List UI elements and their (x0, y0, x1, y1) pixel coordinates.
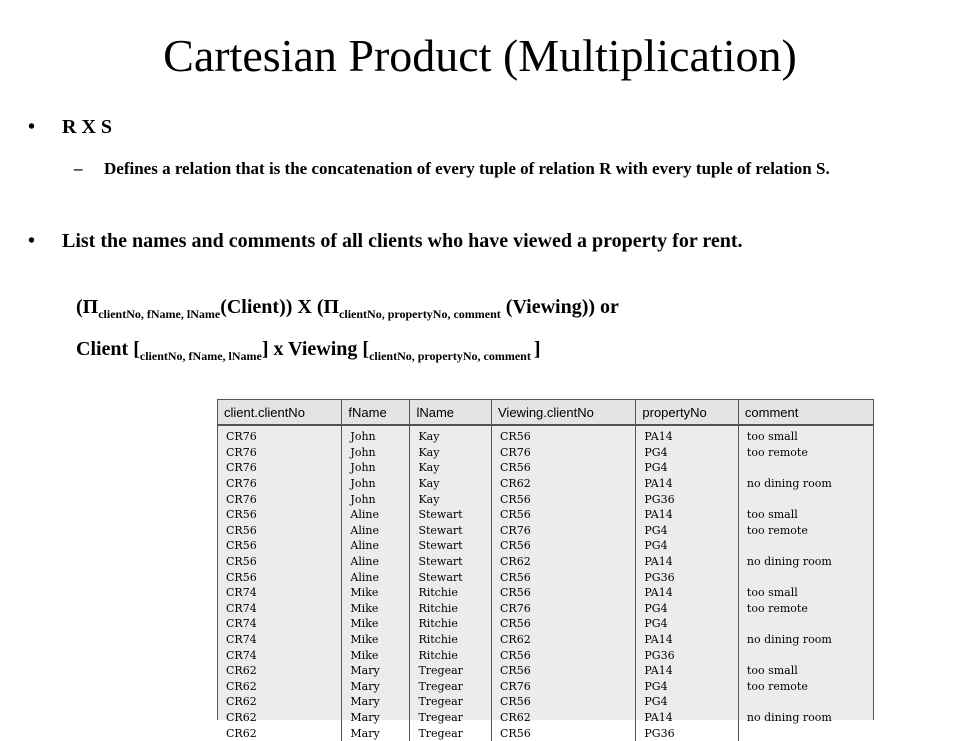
table-cell: PG4 (636, 616, 739, 632)
alternative-expression (76, 338, 541, 364)
table-cell: Kay (410, 491, 492, 507)
table-cell: CR56 (492, 694, 636, 710)
table-cell: CR76 (218, 445, 342, 461)
table-cell: Aline (342, 507, 410, 523)
table-cell: CR56 (218, 554, 342, 570)
table-row (218, 507, 873, 523)
table-cell: CR62 (218, 710, 342, 726)
table-cell (738, 647, 873, 663)
expr-subscript: clientNo, propertyNo, comment (339, 307, 501, 321)
table-cell: CR76 (492, 445, 636, 461)
table-cell: John (342, 445, 410, 461)
table-cell: Mike (342, 632, 410, 648)
table-cell: CR56 (492, 725, 636, 741)
table-cell: PA14 (636, 476, 739, 492)
table-cell: CR56 (218, 538, 342, 554)
table-cell: no dining room (746, 477, 832, 491)
table-cell: PG4 (636, 694, 739, 710)
expr-part: (Client)) X (Π (220, 296, 340, 318)
table-cell: Stewart (410, 538, 492, 554)
table-cell: CR76 (218, 460, 342, 476)
table-cell: Kay (410, 445, 492, 461)
bullet-example-query (28, 227, 928, 255)
table-cell: too small (746, 664, 798, 678)
table-header-row (218, 400, 873, 426)
table-cell: too remote (746, 445, 808, 459)
table-cell: Kay (410, 476, 492, 492)
table-cell: Kay (410, 425, 492, 445)
table-cell: CR76 (218, 476, 342, 492)
table-cell: CR76 (218, 425, 342, 445)
table-cell: PG4 (636, 445, 739, 461)
table-cell: Ritchie (410, 632, 492, 648)
table-cell (738, 491, 873, 507)
table-cell: Mike (342, 616, 410, 632)
expr-part: ] (533, 338, 541, 360)
expr-part: (Π (76, 296, 99, 318)
table-cell: PA14 (636, 425, 739, 445)
table-cell: CR74 (218, 632, 342, 648)
table-cell: too small (746, 430, 798, 444)
table-cell (738, 538, 873, 554)
table-cell: PG4 (636, 679, 739, 695)
table-cell: Tregear (410, 679, 492, 695)
table-cell: Stewart (410, 554, 492, 570)
table-cell: PA14 (636, 663, 739, 679)
sub-bullet-marker: – (74, 159, 83, 178)
table-cell: Mary (342, 710, 410, 726)
table-cell: PA14 (636, 507, 739, 523)
table-cell: CR62 (492, 554, 636, 570)
table-cell: CR62 (218, 725, 342, 741)
table-row (218, 725, 873, 741)
table-cell: Mike (342, 647, 410, 663)
table-cell: Ritchie (410, 601, 492, 617)
table-cell (738, 694, 873, 710)
table-row (218, 710, 873, 726)
table-cell: CR62 (492, 710, 636, 726)
bullet-marker: • (28, 116, 36, 138)
table-cell: CR76 (218, 491, 342, 507)
table-cell: CR56 (492, 647, 636, 663)
table-cell: PA14 (636, 585, 739, 601)
table-cell: CR56 (492, 663, 636, 679)
table-cell: Tregear (410, 694, 492, 710)
relational-algebra-expression (76, 296, 619, 322)
table-cell (738, 460, 873, 476)
table-row (218, 569, 873, 585)
table-cell: Tregear (410, 725, 492, 741)
expr-subscript: clientNo, fName, lName (139, 349, 262, 363)
table-row (218, 554, 873, 570)
table-cell: CR62 (218, 663, 342, 679)
table-cell: Stewart (410, 523, 492, 539)
table-cell: Mary (342, 679, 410, 695)
table-cell: PG4 (636, 538, 739, 554)
table-cell: PG36 (636, 569, 739, 585)
table-cell: too small (746, 508, 798, 522)
table-cell: Mary (342, 725, 410, 741)
column-header: propertyNo (636, 400, 739, 426)
table-cell: Kay (410, 460, 492, 476)
table-row (218, 445, 873, 461)
table-cell: Aline (342, 538, 410, 554)
table-cell: Tregear (410, 663, 492, 679)
table-cell: Stewart (410, 569, 492, 585)
table-cell: Aline (342, 554, 410, 570)
table-cell: CR62 (218, 694, 342, 710)
table-cell: CR62 (492, 476, 636, 492)
table-cell: CR62 (218, 679, 342, 695)
table-cell: CR56 (492, 460, 636, 476)
table-cell: Ritchie (410, 585, 492, 601)
table-row (218, 491, 873, 507)
table-row (218, 460, 873, 476)
column-header: client.clientNo (218, 400, 342, 426)
table-row (218, 647, 873, 663)
table-cell: Mary (342, 663, 410, 679)
table-cell: CR56 (218, 569, 342, 585)
table-cell (738, 616, 873, 632)
sub-bullet-definition (74, 152, 894, 185)
table-cell: no dining room (746, 633, 832, 647)
table-cell: CR76 (492, 679, 636, 695)
table-cell: too small (746, 586, 798, 600)
table-cell: too remote (746, 601, 808, 615)
expr-subscript: clientNo, fName, lName (98, 307, 221, 321)
slide-title: Cartesian Product (Multiplication) (163, 30, 797, 81)
table-cell: John (342, 476, 410, 492)
table-cell: John (342, 460, 410, 476)
table-cell: Mike (342, 585, 410, 601)
table-cell: PA14 (636, 554, 739, 570)
table-cell: Aline (342, 523, 410, 539)
expr-part: Client [ (76, 338, 140, 360)
table-cell: PA14 (636, 710, 739, 726)
table-cell: CR56 (492, 585, 636, 601)
column-header: Viewing.clientNo (492, 400, 636, 426)
table-row (218, 694, 873, 710)
table-cell: Ritchie (410, 647, 492, 663)
expr-part: (Viewing)) or (500, 296, 619, 318)
table-cell: no dining room (746, 555, 832, 569)
table-cell: Mike (342, 601, 410, 617)
table-row (218, 601, 873, 617)
table-row (218, 632, 873, 648)
table-cell: CR56 (492, 491, 636, 507)
column-header: lName (410, 400, 492, 426)
table-cell: CR74 (218, 601, 342, 617)
cartesian-product-table (217, 399, 874, 740)
table-cell: CR56 (492, 425, 636, 445)
table-cell (738, 725, 873, 741)
table-row (218, 663, 873, 679)
table-row (218, 616, 873, 632)
table-cell: Tregear (410, 710, 492, 726)
expr-part: ] x Viewing [ (261, 338, 370, 360)
table-row (218, 538, 873, 554)
table-cell: CR74 (218, 616, 342, 632)
sub-bullet-text: Defines a relation that is the concatenation of every tuple of relation R with every tuple of relation S. (104, 159, 830, 178)
table-row (218, 425, 873, 445)
table-cell: Stewart (410, 507, 492, 523)
table-cell: CR56 (492, 569, 636, 585)
bullet-marker: • (28, 230, 36, 252)
expr-subscript: clientNo, propertyNo, comment (369, 349, 534, 363)
table-row (218, 585, 873, 601)
table-cell: CR56 (492, 507, 636, 523)
table-cell: too remote (746, 523, 808, 537)
table-cell: PG4 (636, 460, 739, 476)
table-cell: no dining room (746, 710, 832, 724)
table-cell: CR56 (492, 538, 636, 554)
table-cell: CR56 (492, 616, 636, 632)
table-cell: Aline (342, 569, 410, 585)
table-cell: too remote (746, 679, 808, 693)
table-cell: CR76 (492, 523, 636, 539)
table-cell: Ritchie (410, 616, 492, 632)
table-cell: CR62 (492, 632, 636, 648)
table-cell: PG4 (636, 523, 739, 539)
table-cell: CR76 (492, 601, 636, 617)
table-cell: Mary (342, 694, 410, 710)
table-cell: CR74 (218, 647, 342, 663)
table-cell: CR56 (218, 523, 342, 539)
table-cell: PG36 (636, 725, 739, 741)
table-row (218, 476, 873, 492)
table-row (218, 679, 873, 695)
table-cell: PG36 (636, 647, 739, 663)
table-cell: CR74 (218, 585, 342, 601)
column-header: comment (738, 400, 873, 426)
table-cell: CR56 (218, 507, 342, 523)
bullet-text: R X S (62, 116, 113, 138)
bullet-text: List the names and comments of all clients who have viewed a property for rent. (62, 230, 743, 252)
table-row (218, 523, 873, 539)
table-cell: PG36 (636, 491, 739, 507)
column-header: fName (342, 400, 410, 426)
table-cell (738, 569, 873, 585)
table-cell: John (342, 491, 410, 507)
table-cell: PA14 (636, 632, 739, 648)
table-cell: PG4 (636, 601, 739, 617)
table-cell: John (342, 425, 410, 445)
